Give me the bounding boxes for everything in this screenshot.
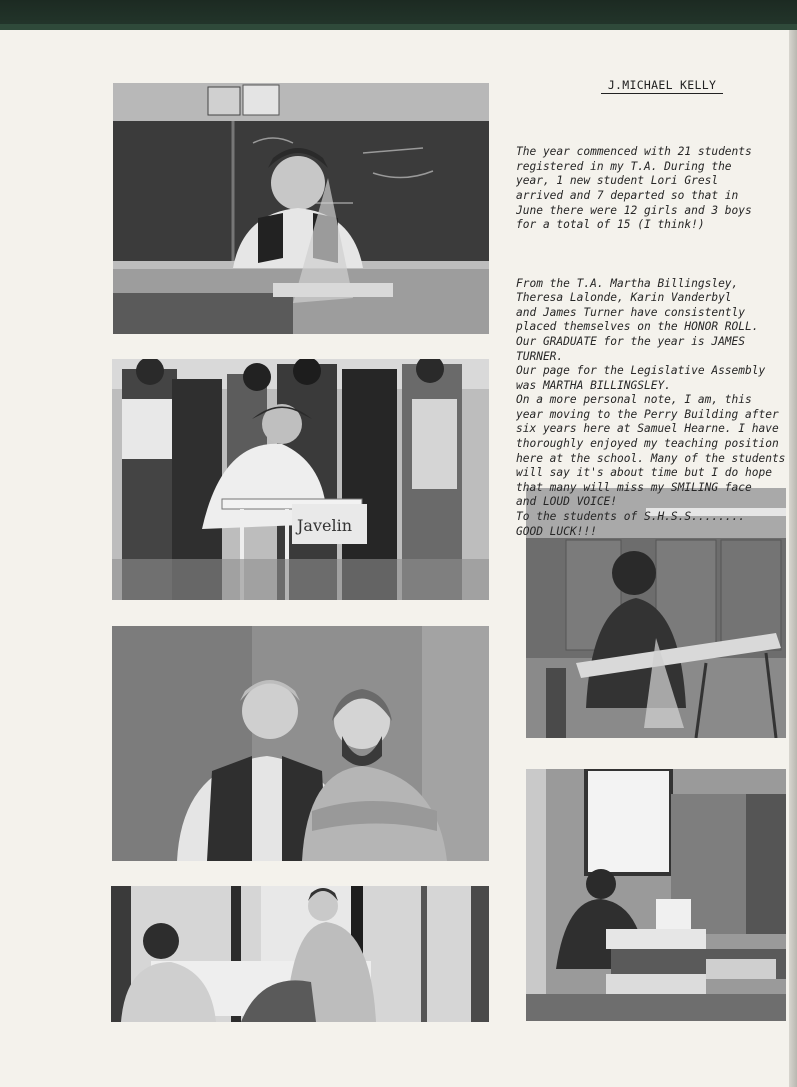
text-line: here at the school. Many of the students [516, 451, 786, 465]
text-line: On a more personal note, I am, this [516, 393, 752, 407]
page-binding-edge [789, 30, 797, 1087]
author-name: J.MICHAEL KELLY [601, 78, 723, 94]
paragraph-honor-roll [516, 277, 788, 540]
text-line: that many will miss my SMILING face [516, 480, 752, 494]
text-line: To the students of S.H.S.S........ [516, 510, 746, 524]
text-line: six years here at Samuel Hearne. I have [516, 422, 779, 436]
text-line: The year commenced with 21 students [516, 145, 752, 159]
text-line: was MARTHA BILLINGSLEY. [516, 378, 671, 392]
text-line: Theresa Lalonde, Karin Vanderbyl [516, 291, 732, 305]
photo-teacher-at-chalkboard [113, 83, 489, 334]
text-line: and James Turner have consistently [516, 305, 746, 319]
text-line: Our GRADUATE for the year is JAMES [516, 334, 746, 348]
text-line: will say it's about time but I do hope [516, 466, 772, 480]
photo-two-teachers [112, 626, 489, 861]
text-line: Our page for the Legislative Assembly [516, 364, 766, 378]
text-line: From the T.A. Martha Billingsley, [516, 276, 739, 290]
photo-classroom-desk [111, 886, 489, 1022]
text-line: registered in my T.A. During the [516, 159, 732, 173]
text-line: arrived and 7 departed so that in [516, 188, 739, 202]
photo-javelin-event-crowd [112, 359, 489, 600]
text-line: thoroughly enjoyed my teaching position [516, 437, 779, 451]
ta-report-text [516, 116, 788, 554]
text-line: for a total of 15 (I think!) [516, 218, 705, 232]
paragraph-enrollment [516, 145, 788, 233]
javelin-sign-text: Javelin [297, 516, 352, 535]
text-line: TURNER. [516, 349, 564, 363]
text-line: placed themselves on the HONOR ROLL. [516, 320, 759, 334]
text-line: year moving to the Perry Building after [516, 407, 779, 421]
text-line: GOOD LUCK!!! [516, 524, 597, 538]
photo-teacher-at-desk [526, 769, 786, 1021]
text-line: year, 1 new student Lori Gresl [516, 174, 719, 188]
page-top-edge [0, 0, 797, 30]
text-line: and LOUD VOICE! [516, 495, 618, 509]
text-line: June there were 12 girls and 3 boys [516, 203, 752, 217]
